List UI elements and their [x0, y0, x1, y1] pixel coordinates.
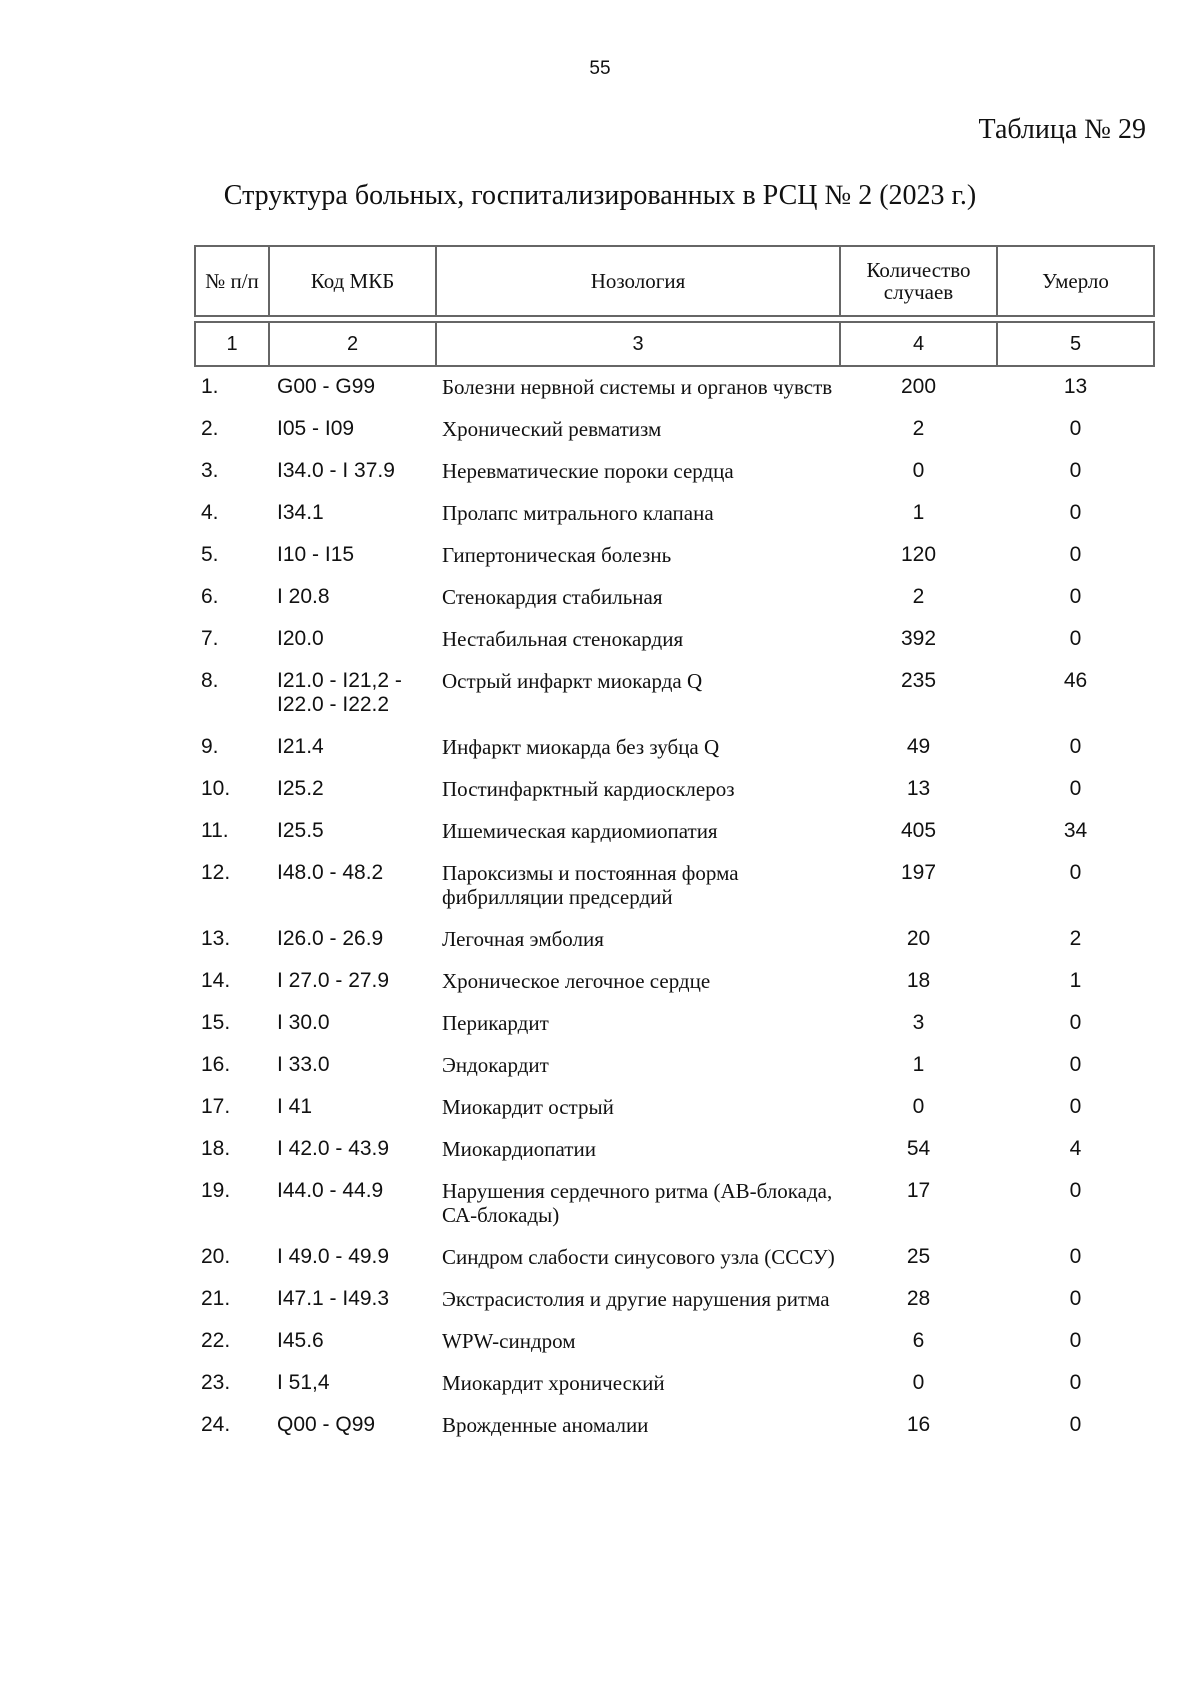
icd-code-cell: I10 - I15 [277, 543, 355, 566]
nosology-cell: Синдром слабости синусового узла (СССУ) [442, 1245, 835, 1269]
icd-code-cell: I26.0 - 26.9 [277, 927, 384, 950]
table-row [195, 1044, 1154, 1086]
icd-code-cell: I44.0 - 44.9 [277, 1179, 384, 1202]
deaths-cell: 0 [1069, 735, 1082, 758]
table-row [195, 852, 1154, 918]
case-count-cell: 405 [900, 819, 937, 842]
table-row [195, 450, 1154, 492]
table-row [195, 1128, 1154, 1170]
row-number-cell: 16. [201, 1053, 231, 1076]
deaths-cell: 13 [1063, 375, 1088, 398]
table-title: Структура больных, госпитализированных в РСЦ № 2 (2023 г.) [223, 180, 977, 211]
case-count-cell: 49 [906, 735, 931, 758]
table-row [195, 1236, 1154, 1278]
row-number-cell: 6. [201, 585, 219, 608]
row-number-cell: 22. [201, 1329, 231, 1352]
deaths-cell: 4 [1069, 1137, 1082, 1160]
nosology-cell: Нестабильная стенокардия [442, 627, 684, 651]
row-number-cell: 11. [201, 819, 229, 842]
deaths-cell: 0 [1069, 459, 1082, 482]
deaths-cell: 0 [1069, 417, 1082, 440]
row-number-cell: 18. [201, 1137, 231, 1160]
case-count-cell: 13 [906, 777, 931, 800]
column-number: 4 [840, 322, 997, 366]
table-row [195, 1278, 1154, 1320]
icd-code-cell: I 41 [277, 1095, 313, 1118]
column-number: 5 [997, 322, 1154, 366]
nosology-cell: Нарушения сердечного ритма (АВ-блокада, СА-блокады) [442, 1179, 833, 1227]
table-row [195, 1086, 1154, 1128]
nosology-cell: Миокардиопатии [442, 1137, 596, 1161]
icd-code-cell: I 27.0 - 27.9 [277, 969, 390, 992]
table-row [195, 576, 1154, 618]
row-number-cell: 3. [201, 459, 219, 482]
column-number: 1 [195, 322, 269, 366]
deaths-cell: 0 [1069, 777, 1082, 800]
case-count-cell: 25 [906, 1245, 931, 1268]
icd-code-cell: I 30.0 [277, 1011, 330, 1034]
nosology-cell: Ишемическая кардиомиопатия [442, 819, 718, 843]
case-count-cell: 1 [912, 501, 925, 524]
deaths-cell: 2 [1069, 927, 1082, 950]
deaths-cell: 34 [1063, 819, 1088, 842]
row-number-cell: 14. [201, 969, 231, 992]
deaths-cell: 0 [1069, 1371, 1082, 1394]
row-number-cell: 12. [201, 861, 231, 884]
row-number-cell: 7. [201, 627, 219, 650]
icd-code-cell: I 42.0 - 43.9 [277, 1137, 390, 1160]
table-row [195, 534, 1154, 576]
nosology-cell: Эндокардит [442, 1053, 549, 1077]
nosology-cell: Постинфарктный кардиосклероз [442, 777, 735, 801]
case-count-cell: 17 [906, 1179, 931, 1202]
page-number: 55 [589, 58, 611, 79]
hospitalization-table [194, 245, 1155, 1446]
row-number-cell: 17. [201, 1095, 231, 1118]
icd-code-cell: I 33.0 [277, 1053, 330, 1076]
deaths-cell: 0 [1069, 1287, 1082, 1310]
row-number-cell: 5. [201, 543, 219, 566]
case-count-cell: 0 [912, 459, 925, 482]
row-number-cell: 8. [201, 669, 219, 692]
case-count-cell: 20 [906, 927, 931, 950]
icd-code-cell: I21.4 [277, 735, 324, 758]
deaths-cell: 0 [1069, 627, 1082, 650]
nosology-cell: Хроническое легочное сердце [442, 969, 711, 993]
icd-code-cell: I25.2 [277, 777, 324, 800]
deaths-cell: 1 [1069, 969, 1082, 992]
row-number-cell: 1. [201, 375, 219, 398]
nosology-cell: Врожденные аномалии [442, 1413, 649, 1437]
nosology-cell: Гипертоническая болезнь [442, 543, 672, 567]
header-count: Количество случаев [840, 246, 997, 316]
header-nosology: Нозология [436, 246, 840, 316]
nosology-cell: WPW-синдром [442, 1329, 576, 1353]
table-row [195, 618, 1154, 660]
icd-code-cell: I45.6 [277, 1329, 324, 1352]
icd-code-cell: I05 - I09 [277, 417, 355, 440]
deaths-cell: 0 [1069, 1053, 1082, 1076]
row-number-cell: 2. [201, 417, 219, 440]
table-row [195, 918, 1154, 960]
table-row [195, 1170, 1154, 1236]
nosology-cell: Хронический ревматизм [442, 417, 662, 441]
deaths-cell: 0 [1069, 861, 1082, 884]
deaths-cell: 0 [1069, 585, 1082, 608]
table-row [195, 660, 1154, 726]
icd-code-cell: I34.1 [277, 501, 324, 524]
icd-code-cell: I21.0 - I21,2 - I22.0 - I22.2 [277, 669, 402, 716]
deaths-cell: 46 [1063, 669, 1088, 692]
nosology-cell: Пролапс митрального клапана [442, 501, 714, 525]
case-count-cell: 0 [912, 1095, 925, 1118]
case-count-cell: 0 [912, 1371, 925, 1394]
table-row [195, 726, 1154, 768]
icd-code-cell: I 49.0 - 49.9 [277, 1245, 390, 1268]
nosology-cell: Инфаркт миокарда без зубца Q [442, 735, 720, 759]
table-row [195, 1002, 1154, 1044]
table-row [195, 492, 1154, 534]
case-count-cell: 1 [912, 1053, 925, 1076]
icd-code-cell: I34.0 - I 37.9 [277, 459, 395, 482]
nosology-cell: Легочная эмболия [442, 927, 604, 951]
column-number: 2 [269, 322, 436, 366]
nosology-cell: Неревматические пороки сердца [442, 459, 734, 483]
deaths-cell: 0 [1069, 1011, 1082, 1034]
nosology-cell: Экстрасистолия и другие нарушения ритма [442, 1287, 830, 1311]
case-count-cell: 392 [900, 627, 937, 650]
table-row [195, 366, 1154, 408]
deaths-cell: 0 [1069, 1095, 1082, 1118]
case-count-cell: 28 [906, 1287, 931, 1310]
case-count-cell: 2 [912, 417, 925, 440]
deaths-cell: 0 [1069, 543, 1082, 566]
deaths-cell: 0 [1069, 1413, 1082, 1436]
case-count-cell: 197 [900, 861, 937, 884]
nosology-cell: Миокардит острый [442, 1095, 614, 1119]
icd-code-cell: I25.5 [277, 819, 324, 842]
header-died: Умерло [997, 246, 1154, 316]
icd-code-cell: I 51,4 [277, 1371, 330, 1394]
row-number-cell: 4. [201, 501, 219, 524]
table-body [195, 366, 1154, 1446]
table-row [195, 1362, 1154, 1404]
case-count-cell: 120 [900, 543, 937, 566]
row-number-cell: 13. [201, 927, 231, 950]
header-row [195, 246, 1154, 316]
case-count-cell: 16 [906, 1413, 931, 1436]
icd-code-cell: I20.0 [277, 627, 324, 650]
case-count-cell: 2 [912, 585, 925, 608]
row-number-cell: 20. [201, 1245, 231, 1268]
column-number: 3 [436, 322, 840, 366]
case-count-cell: 235 [900, 669, 937, 692]
table-row [195, 960, 1154, 1002]
case-count-cell: 18 [906, 969, 931, 992]
header-num: № п/п [195, 246, 269, 316]
deaths-cell: 0 [1069, 1179, 1082, 1202]
icd-code-cell: I48.0 - 48.2 [277, 861, 384, 884]
row-number-cell: 23. [201, 1371, 231, 1394]
table-row [195, 1404, 1154, 1446]
table-row [195, 768, 1154, 810]
nosology-cell: Стенокардия стабильная [442, 585, 663, 609]
nosology-cell: Болезни нервной системы и органов чувств [442, 375, 833, 399]
column-number-row [195, 322, 1154, 366]
row-number-cell: 19. [201, 1179, 231, 1202]
deaths-cell: 0 [1069, 1329, 1082, 1352]
nosology-cell: Острый инфаркт миокарда Q [442, 669, 703, 693]
nosology-cell: Пароксизмы и постоянная форма фибрилляции предсердий [442, 861, 739, 909]
icd-code-cell: I 20.8 [277, 585, 330, 608]
deaths-cell: 0 [1069, 1245, 1082, 1268]
icd-code-cell: I47.1 - I49.3 [277, 1287, 390, 1310]
nosology-cell: Миокардит хронический [442, 1371, 665, 1395]
case-count-cell: 6 [912, 1329, 925, 1352]
deaths-cell: 0 [1069, 501, 1082, 524]
row-number-cell: 15. [201, 1011, 231, 1034]
row-number-cell: 9. [201, 735, 219, 758]
row-number-cell: 10. [201, 777, 231, 800]
header-code: Код МКБ [269, 246, 436, 316]
table-label: Таблица № 29 [978, 114, 1146, 145]
table-row [195, 408, 1154, 450]
table-row [195, 1320, 1154, 1362]
icd-code-cell: G00 - G99 [277, 375, 376, 398]
row-number-cell: 24. [201, 1413, 231, 1436]
table-row [195, 810, 1154, 852]
nosology-cell: Перикардит [442, 1011, 549, 1035]
row-number-cell: 21. [201, 1287, 231, 1310]
case-count-cell: 54 [906, 1137, 931, 1160]
case-count-cell: 3 [912, 1011, 925, 1034]
icd-code-cell: Q00 - Q99 [277, 1413, 376, 1436]
case-count-cell: 200 [900, 375, 937, 398]
